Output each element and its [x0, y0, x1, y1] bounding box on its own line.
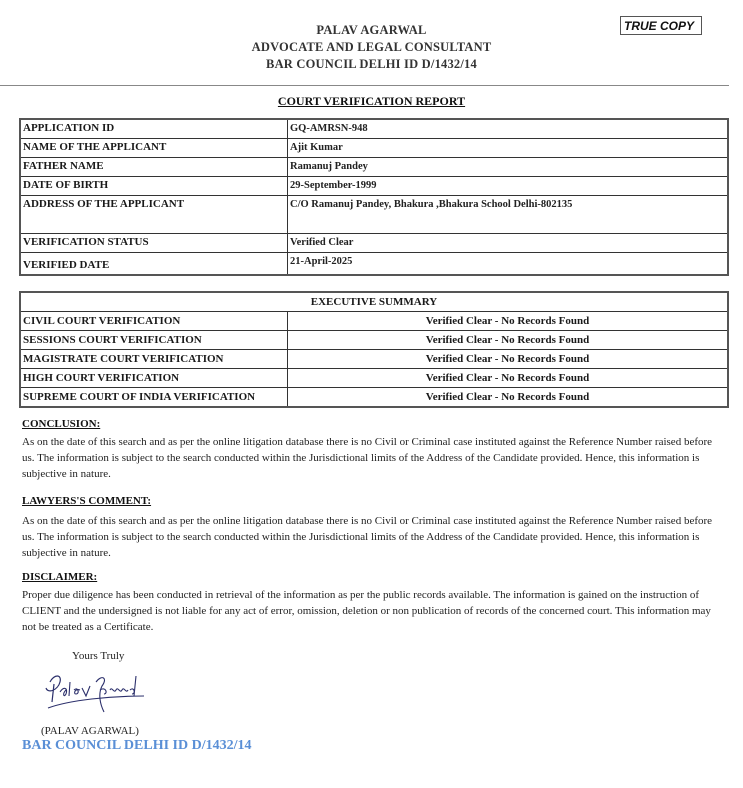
court-label: MAGISTRATE COURT VERIFICATION [20, 350, 288, 369]
court-status: Verified Clear - No Records Found [288, 331, 729, 350]
court-status: Verified Clear - No Records Found [288, 350, 729, 369]
court-label: CIVIL COURT VERIFICATION [20, 312, 288, 331]
table-row [20, 388, 728, 408]
lawyers-comment-heading: LAWYERS'S COMMENT: [22, 495, 152, 507]
detail-label: FATHER NAME [20, 158, 288, 177]
advocate-bar-id: BAR COUNCIL DELHI ID D/1432/14 [266, 57, 477, 71]
table-row [20, 139, 728, 158]
table-row [20, 350, 728, 369]
table-row [20, 119, 728, 139]
detail-label: APPLICATION ID [20, 119, 288, 139]
executive-summary-title: EXECUTIVE SUMMARY [20, 292, 728, 312]
detail-label: NAME OF THE APPLICANT [20, 139, 288, 158]
signature-image [40, 668, 150, 716]
header-divider [0, 85, 729, 86]
court-label: SESSIONS COURT VERIFICATION [20, 331, 288, 350]
detail-value: 21-April-2025 [288, 253, 729, 276]
table-row [20, 177, 728, 196]
closing-salutation: Yours Truly [72, 650, 125, 662]
report-title: COURT VERIFICATION REPORT [277, 94, 466, 108]
executive-summary-table [19, 291, 729, 408]
table-row [20, 253, 728, 276]
applicant-details-table [19, 118, 729, 276]
detail-value: Verified Clear [288, 234, 729, 253]
court-label: HIGH COURT VERIFICATION [20, 369, 288, 388]
detail-label: ADDRESS OF THE APPLICANT [20, 196, 288, 234]
detail-value: C/O Ramanuj Pandey, Bhakura ,Bhakura School Delhi-802135 [288, 196, 729, 234]
advocate-name: PALAV AGARWAL [316, 23, 427, 37]
table-row [20, 312, 728, 331]
table-row [20, 196, 728, 234]
detail-value: Ajit Kumar [288, 139, 729, 158]
table-row [20, 234, 728, 253]
table-row [20, 369, 728, 388]
detail-value: 29-September-1999 [288, 177, 729, 196]
disclaimer-text: Proper due diligence has been conducted in retrieval of the information as per the public records available. The information is gained on the instruction of CLIENT and the undersigned is not liable for any act of error, omission, deletion or non publication of records of the concerned court. This information may not be treated as a Certificate. [22, 589, 711, 633]
detail-label: VERIFICATION STATUS [20, 234, 288, 253]
advocate-designation: ADVOCATE AND LEGAL CONSULTANT [251, 40, 492, 54]
detail-value: GQ-AMRSN-948 [288, 119, 729, 139]
court-status: Verified Clear - No Records Found [288, 312, 729, 331]
disclaimer-heading: DISCLAIMER: [22, 571, 98, 583]
court-label: SUPREME COURT OF INDIA VERIFICATION [20, 388, 288, 408]
true-copy-stamp: TRUE COPY [620, 16, 702, 35]
lawyers-comment-text: As on the date of this search and as per the online litigation database there is no Civil or Criminal case instituted against the Reference Number raised before us. The information is subject to the search conducted within the Jurisdictional limits of the Address of the Candidate provided. Hence, this information is subjective in nature. [22, 515, 713, 559]
court-status: Verified Clear - No Records Found [288, 388, 729, 408]
conclusion-text: As on the date of this search and as per the online litigation database there is no Civil or Criminal case instituted against the Reference Number raised before us. The information is subject to the search conducted within the Jurisdictional limits of the Address of the Candidate provided. Hence, this information is subjective in nature. [22, 436, 713, 480]
court-status: Verified Clear - No Records Found [288, 369, 729, 388]
table-row [20, 331, 728, 350]
conclusion-heading: CONCLUSION: [22, 418, 101, 430]
table-row [20, 158, 728, 177]
signatory-name: (PALAV AGARWAL) [41, 725, 139, 737]
signatory-bar-id: BAR COUNCIL DELHI ID D/1432/14 [22, 738, 252, 753]
detail-label: VERIFIED DATE [20, 253, 288, 276]
detail-label: DATE OF BIRTH [20, 177, 288, 196]
detail-value: Ramanuj Pandey [288, 158, 729, 177]
table-header-row [20, 292, 728, 312]
